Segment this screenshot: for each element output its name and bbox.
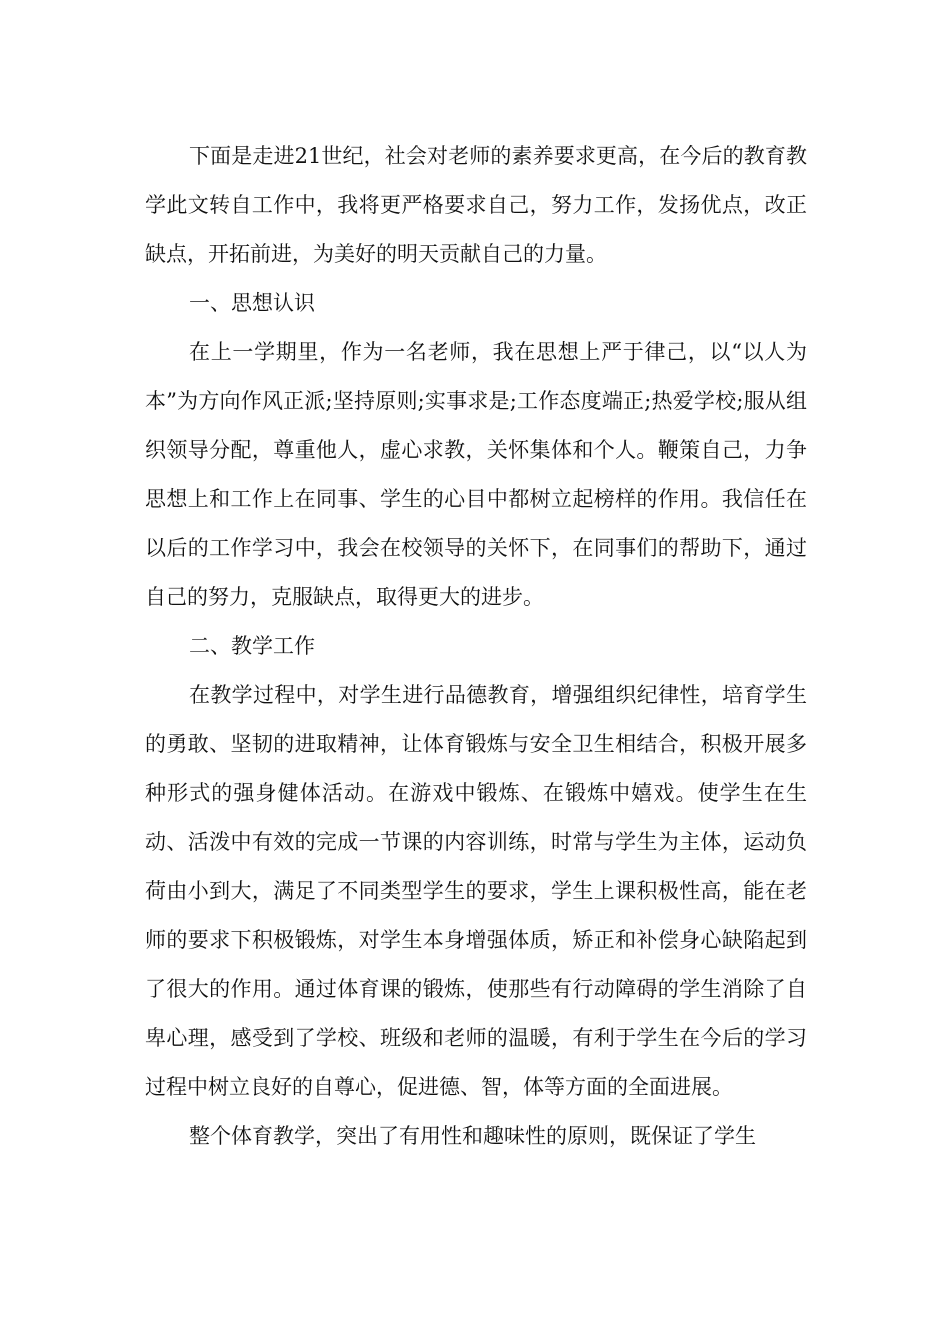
section-heading-teaching: 二、教学工作 [189, 634, 315, 658]
intro-paragraph: 下面是走进21世纪，社会对老师的素养要求更高，在今后的教育教学此文转自工作中，我将更严格要求自己，努力工作，发扬优点，改正缺点，开拓前进，为美好的明天贡献自己的力量。 [145, 144, 807, 266]
pe-teaching-paragraph: 整个体育教学，突出了有用性和趣味性的原则，既保证了学生 [189, 1124, 756, 1148]
section-heading-thought: 一、思想认识 [189, 291, 315, 315]
thought-paragraph: 在上一学期里，作为一名老师，我在思想上严于律己，以“以人为本”为方向作风正派;坚持原则;实事求是;工作态度端正;热爱学校;服从组织领导分配，尊重他人，虚心求教，关怀集体和个人。鞭策自己，力争思想上和工作上在同事、学生的心目中都树立起榜样的作用。我信任在以后的工作学习中，我会在校领导的关怀下，在同事们的帮助下，通过自己的努力，克服缺点，取得更大的进步。 [145, 340, 807, 609]
document-body [145, 132, 807, 1161]
teaching-paragraph: 在教学过程中，对学生进行品德教育，增强组织纪律性，培育学生的勇敢、坚韧的进取精神，让体育锻炼与安全卫生相结合，积极开展多种形式的强身健体活动。在游戏中锻炼、在锻炼中嬉戏。使学生在生动、活泼中有效的完成一节课的内容训练，时常与学生为主体，运动负荷由小到大，满足了不同类型学生的要求，学生上课积极性高，能在老师的要求下积极锻炼，对学生本身增强体质，矫正和补偿身心缺陷起到了很大的作用。通过体育课的锻炼，使那些有行动障碍的学生消除了自卑心理，感受到了学校、班级和老师的温暖，有利于学生在今后的学习过程中树立良好的自尊心，促进德、智，体等方面的全面进展。 [145, 683, 807, 1099]
